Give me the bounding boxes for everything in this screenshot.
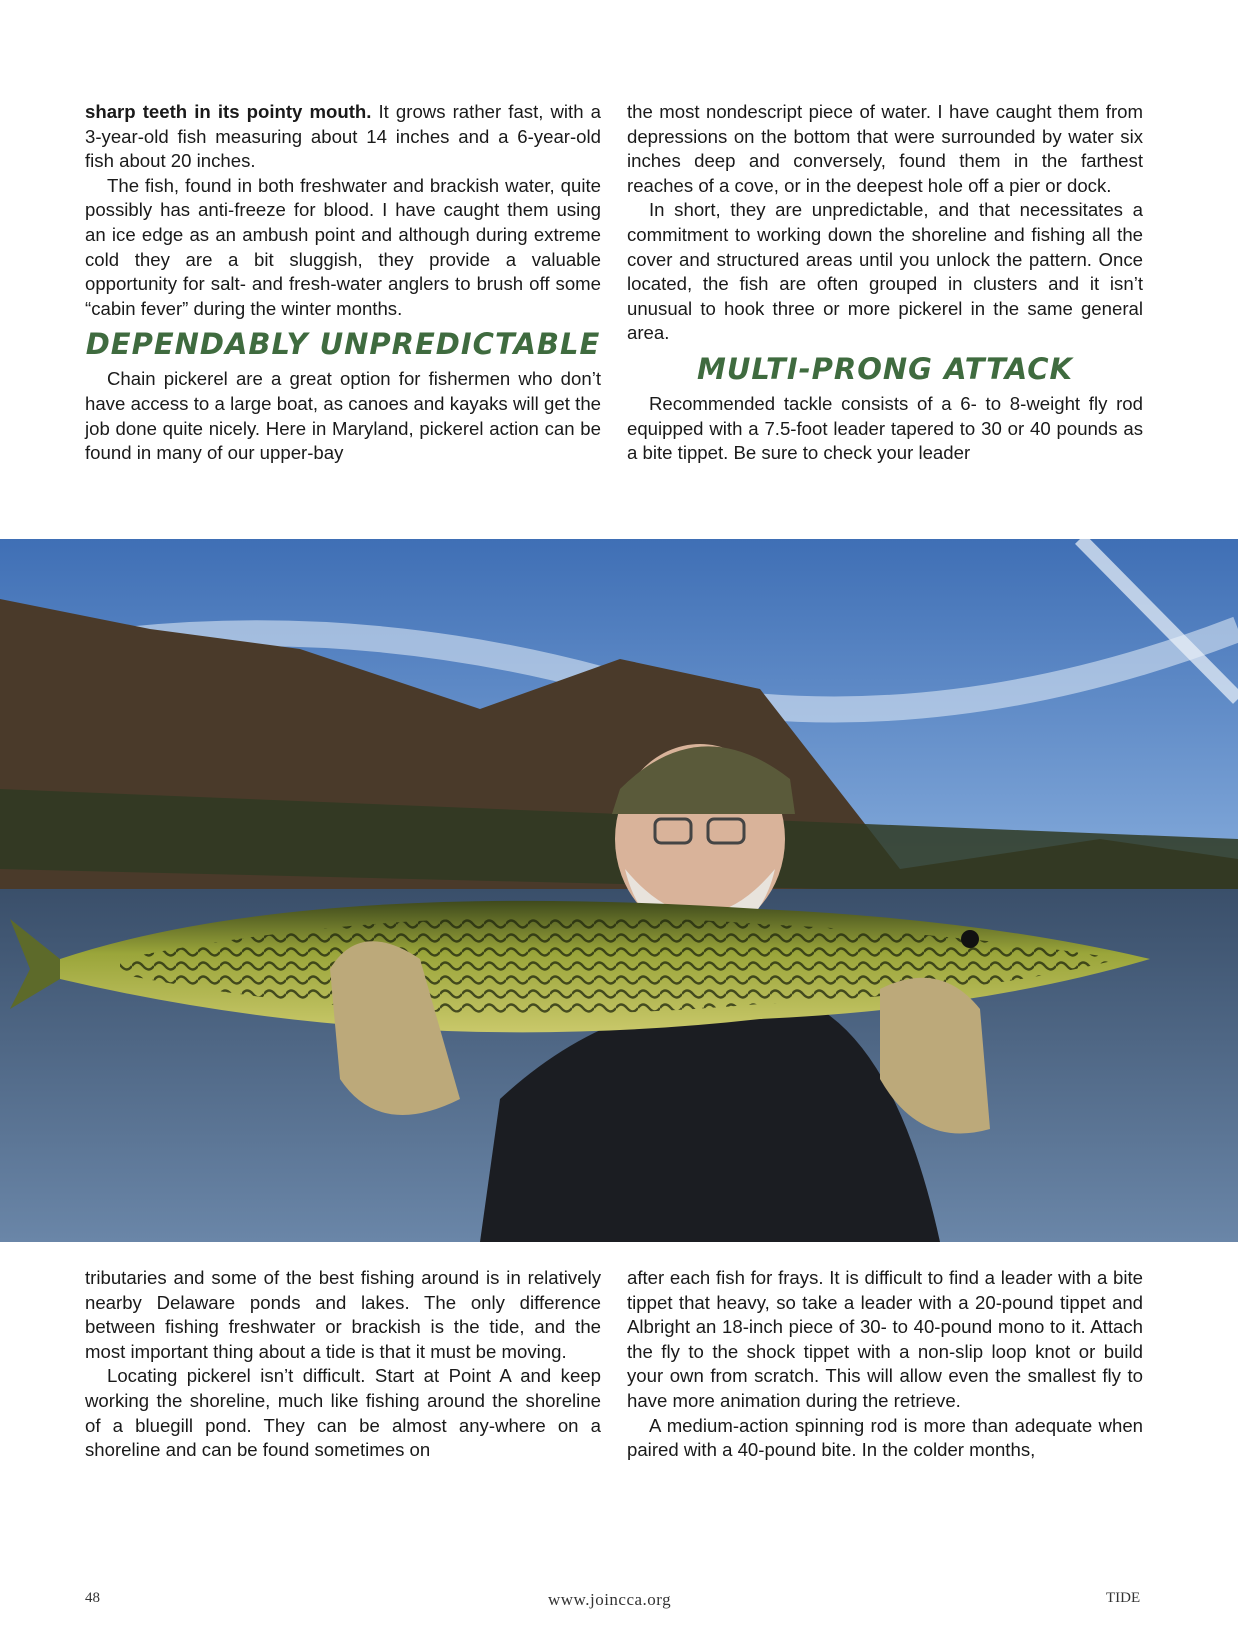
website-url: www.joincca.org (548, 1590, 672, 1609)
article-column-top-right (627, 100, 1143, 466)
section-subhead: DEPENDABLY UNPREDICTABLE (85, 327, 601, 362)
paragraph-text: It grows rather fast, with a 3-year-old fish measuring about 14 inches and a 6-year-old fish about 20 inches. (85, 101, 601, 172)
paragraph: Chain pickerel are a great option for fishermen who don’t have access to a large boat, as canoes and kayaks will get the job done quite nicely. Here in Maryland, pickerel action can be found in many of our upper-bay (85, 368, 601, 464)
photo-illustration (0, 539, 1238, 1242)
magazine-name: TIDE (1106, 1590, 1141, 1606)
article-column-bottom-right (627, 1266, 1143, 1463)
paragraph: Recommended tackle consists of a 6- to 8-weight fly rod equipped with a 7.5-foot leader tapered to 30 or 40 pounds as a bite tippet. Be sure to check your leader (627, 392, 1143, 464)
paragraph: Locating pickerel isn’t difficult. Start at Point A and keep working the shoreline, much like fishing around the shoreline of a bluegill pond. They can be almost any-where on a shoreline and can be found sometimes on (85, 1365, 601, 1461)
article-column-top-left (85, 100, 601, 466)
angler-pickerel-photo (0, 539, 1238, 1242)
paragraph: In short, they are unpredictable, and that necessitates a commitment to working down the shoreline and fishing all the cover and structured areas until you unlock the pattern. Once located, the fish are often grouped in clusters and it isn’t unusual to hook three or more pickerel in the same general area. (627, 199, 1143, 344)
paragraph: A medium-action spinning rod is more than adequate when paired with a 40-pound bite. In the colder months, (627, 1414, 1143, 1461)
paragraph (85, 100, 601, 174)
paragraph: the most nondescript piece of water. I have caught them from depressions on the bottom that were surrounded by water six inches deep and conversely, found them in the farthest reaches of a cove, or in the deepest hole off a pier or dock. (627, 101, 1143, 196)
page-number: 48 (85, 1590, 100, 1606)
paragraph: The fish, found in both freshwater and brackish water, quite possibly has anti-freeze for blood. I have caught them using an ice edge as an ambush point and although during extreme cold they are a bit sluggish, they provide a valuable opportunity for salt- and fresh-water anglers to brush off some “cabin fever” during the winter months. (85, 174, 601, 319)
article-column-bottom-left (85, 1266, 601, 1463)
paragraph: tributaries and some of the best fishing around is in relatively nearby Delaware ponds and lakes. The only difference between fishing freshwater or brackish is the tide, and the most important thing about a tide is that it must be moving. (85, 1267, 601, 1362)
bold-lead: sharp teeth in its pointy mouth. (85, 101, 372, 122)
section-subhead: MULTI-PRONG ATTACK (696, 351, 1074, 386)
paragraph: after each fish for frays. It is difficult to find a leader with a bite tippet that heavy, so take a leader with a 20-pound tippet and Albright an 18-inch piece of 30- to 40-pound mono to it. Attach the fly to the shock tippet with a non-slip loop knot or build your own from scratch. This will allow even the smallest fly to have more animation during the retrieve. (627, 1267, 1143, 1411)
